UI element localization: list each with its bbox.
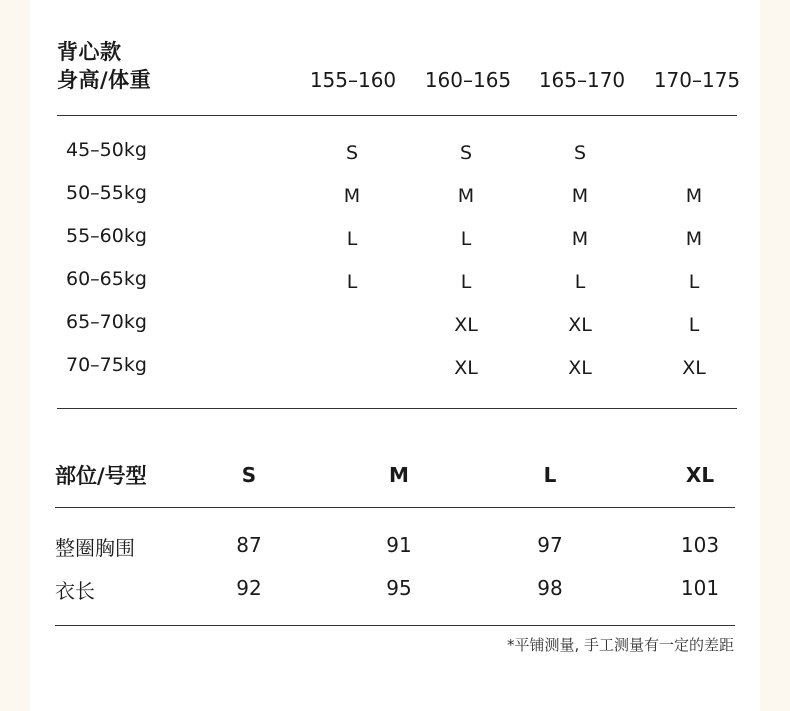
height-header: 155–160 (309, 68, 397, 92)
size-cell: L (688, 271, 700, 293)
size-cell: XL (568, 314, 592, 336)
size-cell: M (343, 185, 361, 207)
measure-value: 97 (537, 533, 563, 557)
size-cell: M (457, 185, 475, 207)
measure-row-label: 整圈胸围 (55, 536, 135, 560)
size-cell: M (685, 185, 703, 207)
size-cell: L (460, 228, 472, 250)
size-table-title-line1: 背心款 (57, 40, 122, 64)
measure-header-label: 部位/号型 (55, 464, 147, 488)
measure-value: 98 (537, 576, 563, 600)
footnote: *平铺测量, 手工测量有一定的差距 (506, 636, 734, 654)
size-cell: M (571, 185, 589, 207)
weight-label: 55–60kg (66, 225, 147, 247)
size-cell: S (573, 142, 587, 164)
divider (57, 408, 737, 409)
divider (57, 115, 737, 116)
size-cell: XL (454, 357, 478, 379)
size-cell: XL (454, 314, 478, 336)
weight-label: 50–55kg (66, 182, 147, 204)
size-table-title-line2: 身高/体重 (57, 68, 152, 92)
size-cell: XL (568, 357, 592, 379)
measure-value: 91 (386, 533, 412, 557)
height-header: 160–165 (424, 68, 512, 92)
divider (55, 625, 735, 626)
measure-value: 95 (386, 576, 412, 600)
measure-size-header: M (389, 463, 409, 487)
measure-size-header: L (543, 463, 557, 487)
measure-value: 87 (236, 533, 262, 557)
size-chart-card (30, 0, 760, 711)
size-cell: M (685, 228, 703, 250)
size-cell: L (346, 228, 358, 250)
weight-label: 45–50kg (66, 139, 147, 161)
measure-value: 92 (236, 576, 262, 600)
size-cell: M (571, 228, 589, 250)
measure-row-label: 衣长 (55, 579, 95, 603)
height-header: 170–175 (653, 68, 741, 92)
size-cell: XL (682, 357, 706, 379)
measure-size-header: XL (685, 463, 715, 487)
size-cell: S (345, 142, 359, 164)
size-cell: L (688, 314, 700, 336)
size-cell: L (574, 271, 586, 293)
size-cell: S (459, 142, 473, 164)
weight-label: 65–70kg (66, 311, 147, 333)
size-cell: L (346, 271, 358, 293)
measure-size-header: S (241, 463, 257, 487)
measure-value: 103 (680, 533, 720, 557)
height-header: 165–170 (538, 68, 626, 92)
weight-label: 60–65kg (66, 268, 147, 290)
size-cell: L (460, 271, 472, 293)
weight-label: 70–75kg (66, 354, 147, 376)
divider (55, 507, 735, 508)
measure-value: 101 (680, 576, 720, 600)
